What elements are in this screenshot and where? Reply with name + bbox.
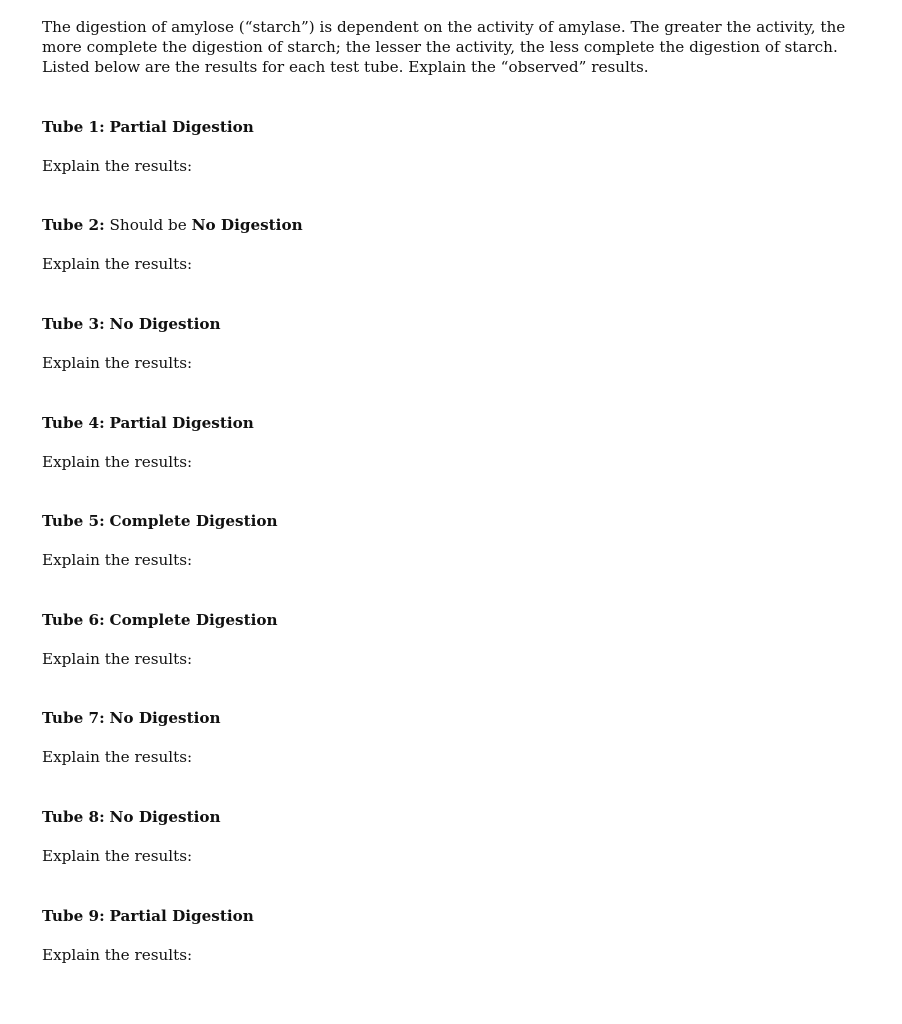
tube-4-heading — [42, 413, 742, 433]
tube-8-section — [42, 807, 742, 865]
tube-result: No Digestion — [109, 709, 221, 727]
intro-paragraph: The digestion of amylose (“starch”) is dependent on the activity of amylase. The greater the activity, the more complete the digestion of starch; the lesser the activity, the less complete the digestion of starch. Listed below are the results for each test tube. Explain the “observed” results. — [42, 18, 846, 76]
tube-label: Tube 4: — [42, 414, 105, 432]
explain-label: Explain the results: — [42, 748, 193, 766]
tube-result: Complete Digestion — [109, 611, 278, 629]
explain-label: Explain the results: — [42, 354, 193, 372]
tube-3-heading — [42, 314, 742, 334]
tube-label: Tube 5: — [42, 512, 105, 530]
tube-label: Tube 3: — [42, 315, 105, 333]
tube-3-section — [42, 314, 742, 372]
tube-prefix: Should be — [109, 216, 187, 234]
tube-result: No Digestion — [109, 808, 221, 826]
tube-7-heading — [42, 708, 742, 728]
tube-6-heading — [42, 610, 742, 630]
explain-label: Explain the results: — [42, 453, 193, 471]
tube-label: Tube 9: — [42, 907, 105, 925]
explain-label: Explain the results: — [42, 650, 193, 668]
tube-1-section — [42, 117, 742, 175]
tube-7-section — [42, 708, 742, 766]
tube-label: Tube 1: — [42, 118, 105, 136]
explain-label: Explain the results: — [42, 157, 193, 175]
tube-2-heading — [42, 215, 742, 235]
tube-label: Tube 8: — [42, 808, 105, 826]
tube-result: Partial Digestion — [109, 907, 254, 925]
tube-9-heading — [42, 906, 742, 926]
tube-2-section — [42, 215, 742, 273]
tube-8-heading — [42, 807, 742, 827]
tube-label: Tube 2: — [42, 216, 105, 234]
tube-5-heading — [42, 511, 742, 531]
explain-label: Explain the results: — [42, 946, 193, 964]
tube-result: Partial Digestion — [109, 414, 254, 432]
tube-result: Complete Digestion — [109, 512, 278, 530]
tube-result: No Digestion — [191, 216, 303, 234]
explain-label: Explain the results: — [42, 847, 193, 865]
tube-6-section — [42, 610, 742, 668]
tube-label: Tube 7: — [42, 709, 105, 727]
tube-4-section — [42, 413, 742, 471]
tube-1-heading — [42, 117, 742, 137]
tube-label: Tube 6: — [42, 611, 105, 629]
tube-result: No Digestion — [109, 315, 221, 333]
tube-result: Partial Digestion — [109, 118, 254, 136]
explain-label: Explain the results: — [42, 551, 193, 569]
explain-label: Explain the results: — [42, 255, 193, 273]
tube-5-section — [42, 511, 742, 569]
tube-9-section — [42, 906, 742, 964]
